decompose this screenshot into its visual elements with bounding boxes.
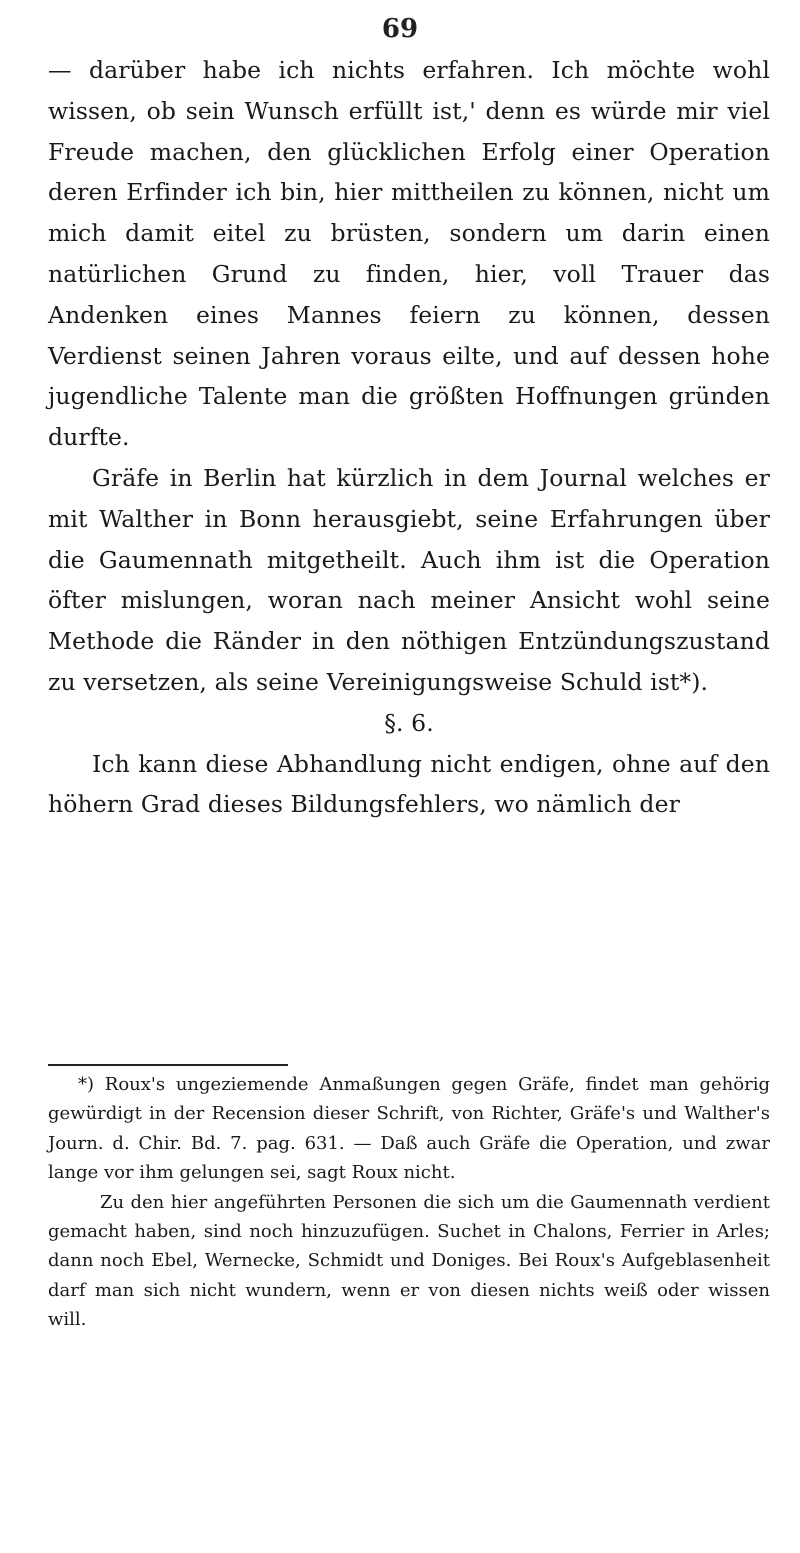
paragraph-section-6: Ich kann diese Abhandlung nicht endigen, ohne auf den höhern Grad dieses Bildungsfehlers, wo nämlich der (48, 749, 770, 819)
footnotes (48, 1070, 770, 1335)
paragraph-continuation: — darüber habe ich nichts erfahren. Ich möchte wohl wissen, ob sein Wunsch erfüllt ist,' denn es würde mir viel Freude machen, den glücklichen Erfolg einer Operation deren Erfinder ich bin, hier mittheilen zu können, nicht um mich damit eitel zu brüsten, sondern um darin einen natürlichen Grund zu finden, hier, voll Trauer das Andenken eines Mannes feiern zu können, dessen Verdienst seinen Jahren voraus eilte, und auf dessen hohe jugendliche Talente man die größten Hoffnungen gründen durfte. (48, 56, 770, 452)
page-number: 69 (381, 14, 419, 44)
main-text (48, 50, 770, 825)
footnote-2: Zu den hier angeführten Personen die sich um die Gaumennath verdient gemacht haben, sind noch hinzuzufügen. Suchet in Chalons, Ferrier in Arles; dann noch Ebel, Wernecke, Schmidt und Doniges. Bei Roux's Aufgeblasenheit darf man sich nicht wundern, wenn er von diesen nichts weiß oder wissen will. (48, 1191, 770, 1331)
footnote-divider (48, 1064, 288, 1066)
footnote-1: *) Roux's ungeziemende Anmaßungen gegen Gräfe, findet man gehörig gewürdigt in der Recension dieser Schrift, von Richter, Gräfe's und Walther's Journ. d. Chir. Bd. 7. pag. 631. — Daß auch Gräfe die Operation, und zwar lange vor ihm gelungen sei, sagt Roux nicht. (48, 1074, 770, 1184)
paragraph-graefe: Gräfe in Berlin hat kürzlich in dem Journal welches er mit Walther in Bonn herausgiebt, seine Erfahrungen über die Gaumennath mitgetheilt. Auch ihm ist die Operation öfter mislungen, woran nach meiner Ansicht wohl seine Methode die Ränder in den nöthigen Entzündungszustand zu versetzen, als seine Vereinigungsweise Schuld ist*). (48, 463, 770, 696)
section-heading: §. 6. (384, 708, 434, 737)
